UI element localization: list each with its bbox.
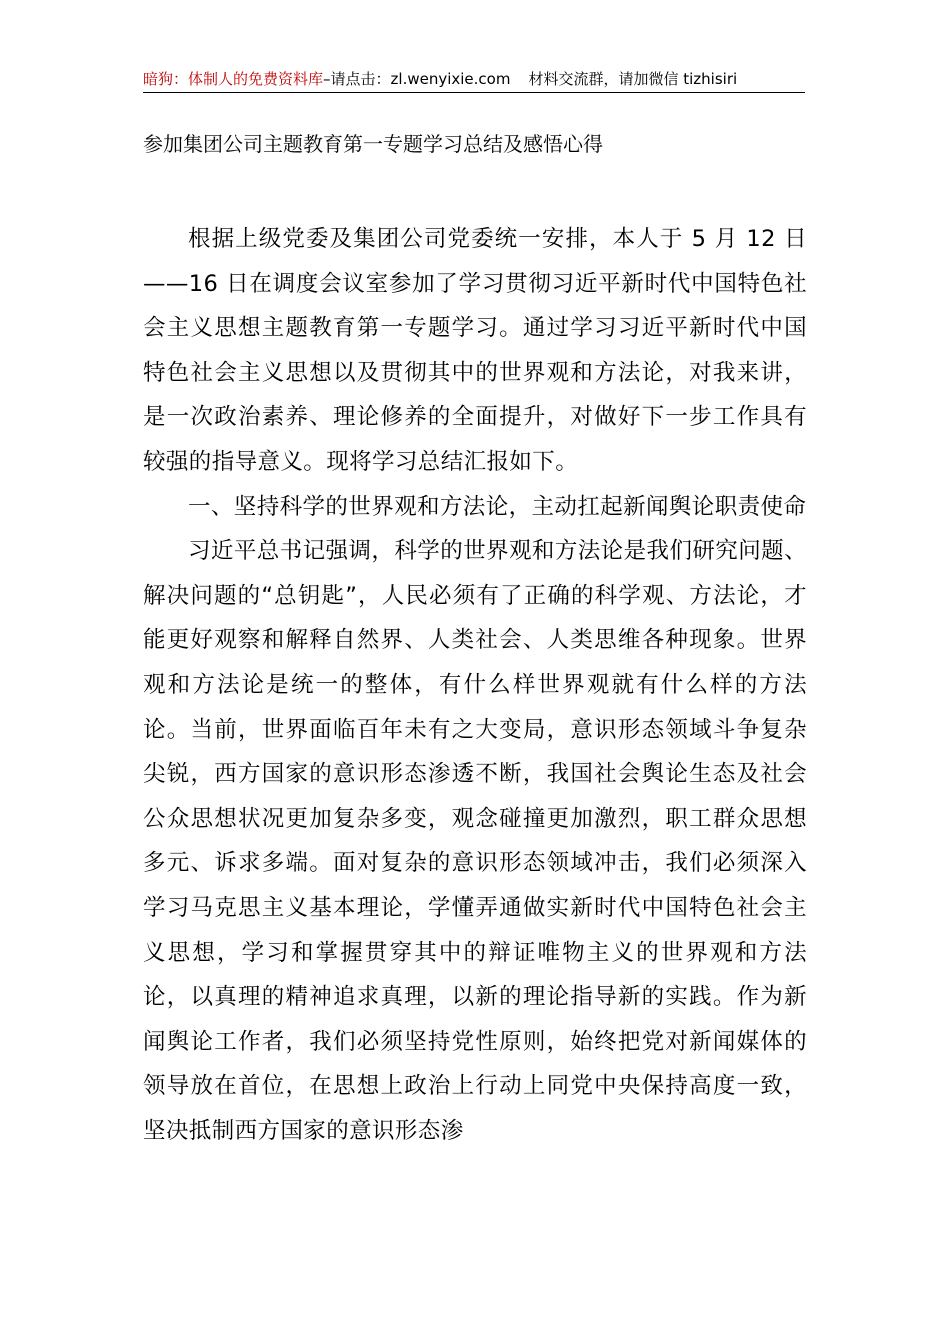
header-group-note: 材料交流群，请加微信 tizhisiri xyxy=(528,70,738,88)
header-site-link[interactable]: zl.wenyixie.com xyxy=(390,70,511,88)
page-header xyxy=(143,66,805,93)
section-heading: 一、坚持科学的世界观和方法论，主动扛起新闻舆论职责使命 xyxy=(188,493,807,520)
header-click-prompt: –请点击： xyxy=(323,70,391,88)
intro-paragraph: 根据上级党委及集团公司党委统一安排，本人于 5 月 12 日——16 日在调度会议室参加了学习贯彻习近平新时代中国特色社会主义思想主题教育第一专题学习。通过学习习近平新时代中国特色社会主义思想以及贯彻其中的世界观和方法论，对我来讲，是一次政治素养、理论修养的全面提升，对做好下一步工作具有较强的指导意义。现将学习总结汇报如下。 xyxy=(143,226,807,475)
body-paragraph: 习近平总书记强调，科学的世界观和方法论是我们研究问题、解决问题的“总钥匙”，人民必须有了正确的科学观、方法论，才能更好观察和解释自然界、人类社会、人类思维各种现象。世界观和方法论是统一的整体，有什么样世界观就有什么样的方法论。当前，世界面临百年未有之大变局，意识形态领域斗争复杂尖锐，西方国家的意识形态渗透不断，我国社会舆论生态及社会公众思想状况更加复杂多变，观念碰撞更加激烈，职工群众思想多元、诉求多端。面对复杂的意识形态领域冲击，我们必须深入学习马克思主义基本理论，学懂弄通做实新时代中国特色社会主义思想，学习和掌握贯穿其中的辩证唯物主义的世界观和方法论，以真理的精神追求真理，以新的理论指导新的实践。作为新闻舆论工作者，我们必须坚持党性原则，始终把党对新闻媒体的领导放在首位，在思想上政治上行动上同党中央保持高度一致，坚决抵制西方国家的意识形态渗 xyxy=(143,538,807,1144)
header-brand: 暗狗：体制人的免费资料库 xyxy=(143,70,324,88)
document-title: 参加集团公司主题教育第一专题学习总结及感悟心得 xyxy=(143,132,603,156)
document-body xyxy=(143,217,807,1153)
